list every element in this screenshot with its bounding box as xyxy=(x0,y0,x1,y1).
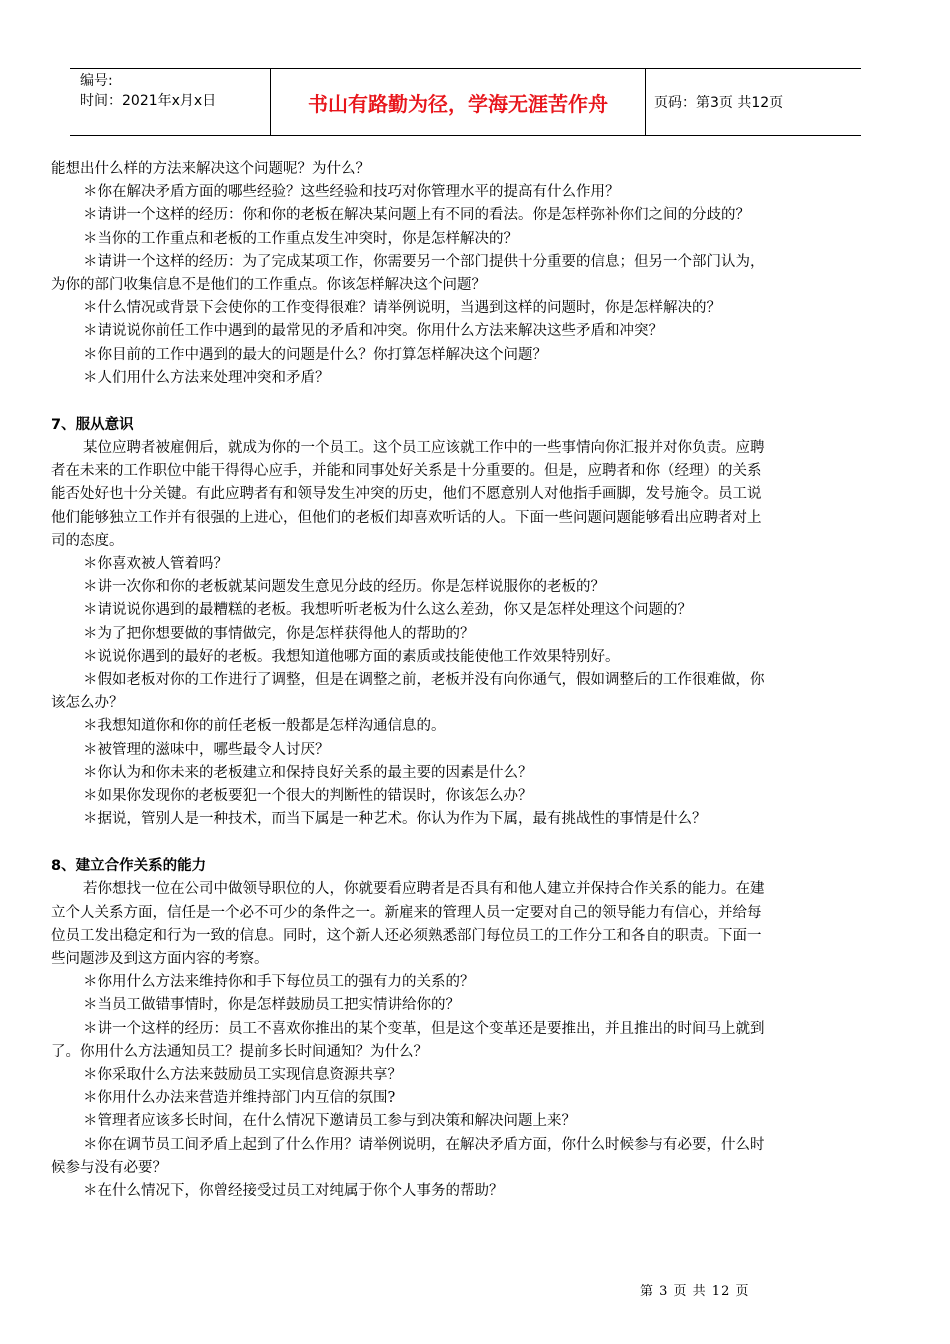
page-footer: 第 3 页 共 12 页 xyxy=(640,1284,750,1299)
paragraph-line: 能否处好也十分关键。有此应聘者有和领导发生冲突的历史，他们不愿意别人对他指手画脚，发号施令。员工说 xyxy=(51,486,762,503)
question-item: ＊请说说你遇到的最糟糕的老板。我想听听老板为什么这么差劲，你又是怎样处理这个问题的？ xyxy=(83,602,692,619)
question-item: ＊讲一次你和你的老板就某问题发生意见分歧的经历。你是怎样说服你的老板的？ xyxy=(83,579,605,596)
header-motto: 书山有路勤为径，学海无涯苦作舟 xyxy=(271,69,646,135)
question-item: ＊我想知道你和你的前任老板一般都是怎样沟通信息的。 xyxy=(83,718,446,735)
question-item: ＊管理者应该多长时间，在什么情况下邀请员工参与到决策和解决问题上来？ xyxy=(83,1113,576,1130)
question-item: ＊假如老板对你的工作进行了调整，但是在调整之前，老板并没有向你通气，假如调整后的工作很难做，你 xyxy=(83,671,765,688)
section-heading: 7、服从意识 xyxy=(51,416,134,433)
page-header-table xyxy=(70,68,861,136)
question-item-continued: 为你的部门收集信息不是他们的工作重点。你该怎样解决这个问题？ xyxy=(51,276,486,293)
question-item: ＊请讲一个这样的经历：为了完成某项工作，你需要另一个部门提供十分重要的信息；但另一个部门认为， xyxy=(83,253,765,270)
question-item: ＊当员工做错事情时，你是怎样鼓励员工把实情讲给你的？ xyxy=(83,997,460,1014)
paragraph-line: 司的态度。 xyxy=(51,532,124,549)
paragraph-line: 位员工发出稳定和行为一致的信息。同时，这个新人还必须熟悉部门每位员工的工作分工和各自的职责。下面一 xyxy=(51,927,762,944)
paragraph-line: 他们能够独立工作并有很强的上进心，但他们的老板们却喜欢听话的人。下面一些问题问题能够看出应聘者对上 xyxy=(51,509,762,526)
question-item: ＊当你的工作重点和老板的工作重点发生冲突时，你是怎样解决的？ xyxy=(83,230,518,247)
question-item-continued: 该怎么办？ xyxy=(51,695,124,712)
question-item: ＊人们用什么方法来处理冲突和矛盾？ xyxy=(83,369,330,386)
question-item: ＊什么情况或背景下会使你的工作变得很难？请举例说明，当遇到这样的问题时，你是怎样解决的？ xyxy=(83,300,721,317)
section-heading: 8、建立合作关系的能力 xyxy=(51,858,207,875)
question-item: ＊为了把你想要做的事情做完，你是怎样获得他人的帮助的？ xyxy=(83,625,475,642)
question-item: ＊据说，管别人是一种技术，而当下属是一种艺术。你认为作为下属，最有挑战性的事情是什么？ xyxy=(83,811,707,828)
question-item: ＊请讲一个这样的经历：你和你的老板在解决某问题上有不同的看法。你是怎样弥补你们之间的分歧的？ xyxy=(83,207,750,224)
question-item: ＊说说你遇到的最好的老板。我想知道他哪方面的素质或技能使他工作效果特别好。 xyxy=(83,648,620,665)
body-line: 能想出什么样的方法来解决这个问题呢？为什么？ xyxy=(51,161,370,177)
header-left-cell xyxy=(70,69,271,135)
question-item: ＊你在调节员工间矛盾上起到了什么作用？请举例说明，在解决矛盾方面，你什么时候参与有必要，什么时 xyxy=(83,1136,765,1153)
question-item: ＊被管理的滋味中，哪些最令人讨厌？ xyxy=(83,741,330,758)
question-item: ＊你用什么办法来营造并维持部门内互信的氛围? xyxy=(83,1090,396,1107)
paragraph-line: 某位应聘者被雇佣后，就成为你的一个员工。这个员工应该就工作中的一些事情向你汇报并对你负责。应聘 xyxy=(83,440,765,457)
document-time-label: 时间：2021年x月x日 xyxy=(80,93,217,109)
question-item: ＊你用什么方法来维持你和手下每位员工的强有力的关系的？ xyxy=(83,974,475,991)
paragraph-line: 立个人关系方面，信任是一个必不可少的条件之一。新雇来的管理人员一定要对自己的领导能力有信心，并给每 xyxy=(51,904,762,921)
document-number-label: 编号: xyxy=(80,73,113,89)
question-item: ＊你认为和你未来的老板建立和保持良好关系的最主要的因素是什么？ xyxy=(83,764,533,781)
question-item: ＊在什么情况下，你曾经接受过员工对纯属于你个人事务的帮助？ xyxy=(83,1182,504,1199)
question-item: ＊讲一个这样的经历：员工不喜欢你推出的某个变革，但是这个变革还是要推出，并且推出的时间马上就到 xyxy=(83,1020,765,1037)
question-item: ＊你在解决矛盾方面的哪些经验？这些经验和技巧对你管理水平的提高有什么作用？ xyxy=(83,184,620,201)
header-page-info: 页码：第3页 共12页 xyxy=(654,95,784,111)
question-item: ＊如果你发现你的老板要犯一个很大的判断性的错误时，你该怎么办？ xyxy=(83,787,533,804)
question-item: ＊你目前的工作中遇到的最大的问题是什么？你打算怎样解决这个问题？ xyxy=(83,346,547,363)
question-item: ＊你采取什么方法来鼓励员工实现信息资源共享？ xyxy=(83,1066,402,1083)
paragraph-line: 者在未来的工作职位中能干得得心应手，并能和同事处好关系是十分重要的。但是，应聘者和你（经理）的关系 xyxy=(51,463,762,480)
paragraph-line: 些问题涉及到这方面内容的考察。 xyxy=(51,951,269,967)
document-body xyxy=(51,158,887,1203)
question-item-continued: 候参与没有必要？ xyxy=(51,1159,167,1176)
question-item-continued: 了。你用什么方法通知员工？提前多长时间通知？为什么？ xyxy=(51,1043,428,1060)
question-item: ＊你喜欢被人管着吗？ xyxy=(83,556,228,572)
paragraph-line: 若你想找一位在公司中做领导职位的人，你就要看应聘者是否具有和他人建立并保持合作关系的能力。在建 xyxy=(83,881,765,898)
question-item: ＊请说说你前任工作中遇到的最常见的矛盾和冲突。你用什么方法来解决这些矛盾和冲突？ xyxy=(83,323,663,340)
